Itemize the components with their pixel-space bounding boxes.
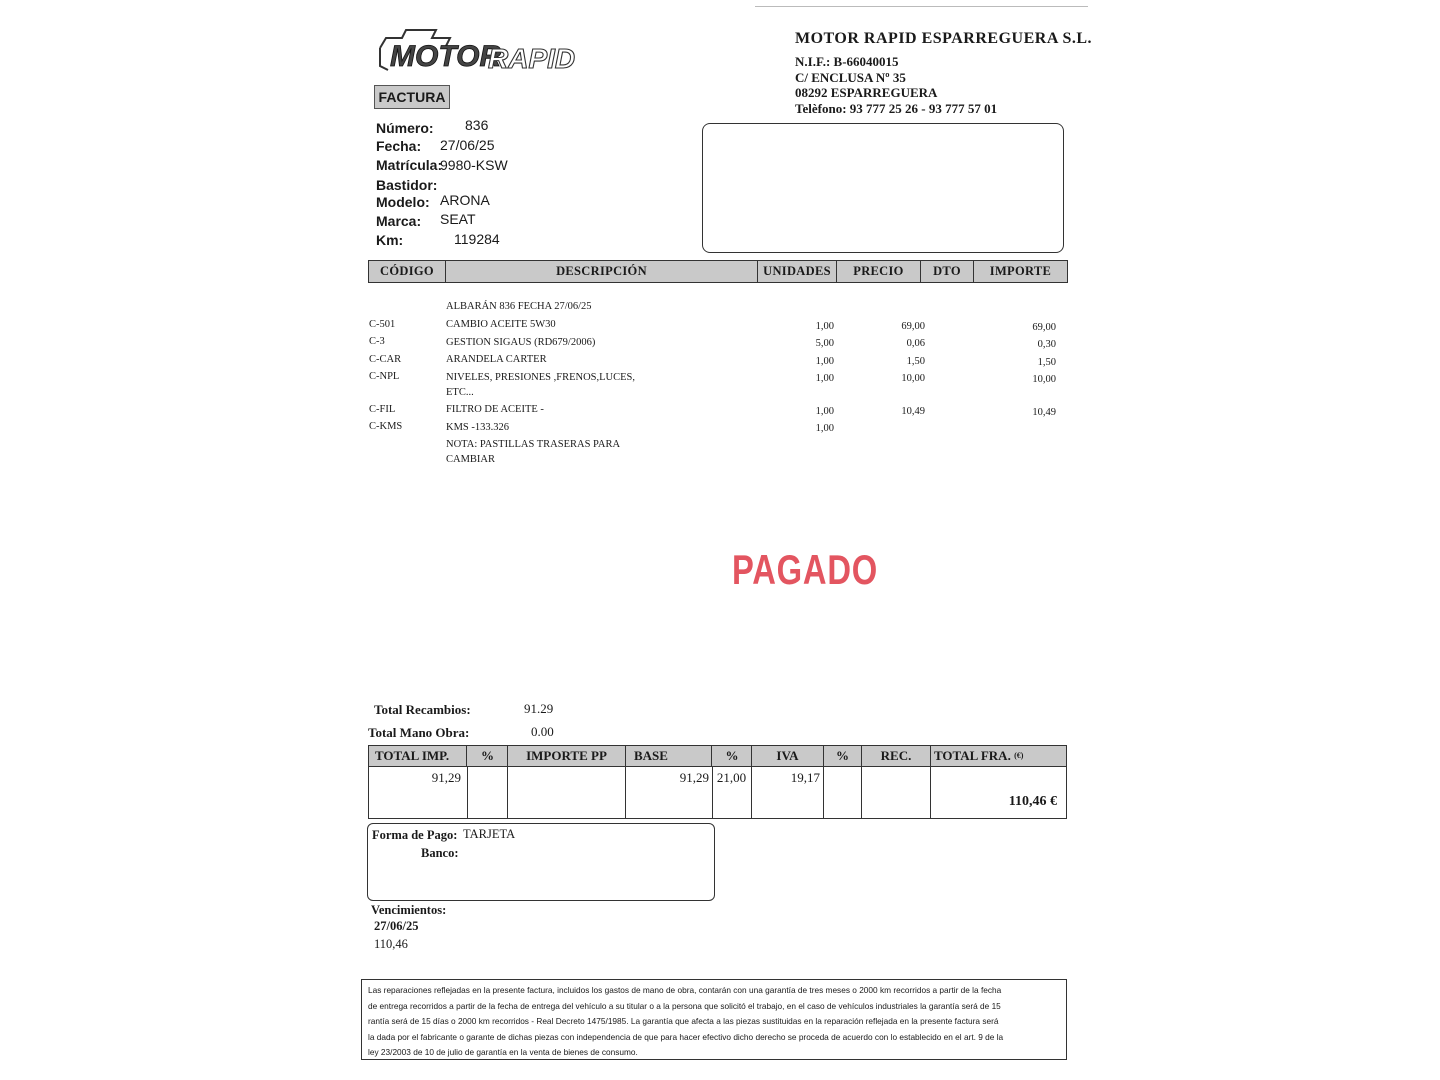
line-description: ARANDELA CARTER — [446, 354, 547, 365]
vencimientos-label: Vencimientos: — [371, 903, 447, 917]
total-mano-obra-value: 0.00 — [531, 724, 554, 739]
legal-warranty-text — [361, 979, 1067, 1060]
line-amount: 10,00 — [1032, 374, 1056, 385]
summary-header — [369, 746, 1066, 767]
vencimiento-amount: 110,46 — [374, 937, 408, 951]
line-price: 10,00 — [901, 373, 925, 384]
col-codigo: CÓDIGO — [369, 261, 446, 282]
col-iva: IVA — [752, 746, 824, 766]
col-base: BASE — [626, 746, 712, 766]
col-pct: % — [468, 746, 508, 766]
summary-col-divider — [751, 766, 752, 818]
col-precio: PRECIO — [837, 261, 921, 282]
col-rec: REC. — [862, 746, 931, 766]
payment-method-label: Forma de Pago: — [372, 828, 458, 842]
line-description: CAMBIO ACEITE 5W30 — [446, 319, 556, 330]
legal-line: de entrega recorridos a partir de la fecha de entrega del vehículo a su titular o a la persona que solicitó el trabajo, en el caso de vehículos industriales la garantía será de 15 — [368, 1000, 1001, 1011]
col-importe-pp: IMPORTE PP — [508, 746, 626, 766]
svg-text:RAPID: RAPID — [488, 43, 576, 74]
line-amount: 1,50 — [1037, 357, 1056, 368]
motor-rapid-logo — [376, 26, 616, 78]
company-phone: Telèfono: 93 777 25 26 - 93 777 57 01 — [795, 100, 998, 116]
legal-line: ley 23/2003 de 10 de julio de garantía en la venta de bienes de consumo. — [368, 1047, 638, 1057]
line-price: 10,49 — [901, 406, 925, 417]
bank-label: Banco: — [421, 846, 459, 860]
line-description: FILTRO DE ACEITE - — [446, 404, 544, 415]
field-label-km: Km: — [376, 232, 404, 248]
invoice-type-label: FACTURA — [374, 85, 450, 109]
top-rule — [755, 6, 1088, 7]
line-description-cont: ETC... — [446, 387, 474, 398]
line-units: 5,00 — [815, 338, 834, 349]
line-amount: 10,49 — [1032, 407, 1056, 418]
company-nif: N.I.F.: B-66040015 — [795, 54, 899, 69]
line-description: NIVELES, PRESIONES ,FRENOS,LUCES, — [446, 372, 636, 383]
summary-base: 91,29 — [679, 770, 709, 785]
invoice-date: 27/06/25 — [440, 137, 495, 153]
summary-col-divider — [861, 766, 862, 818]
col-pct-iva: % — [713, 746, 752, 766]
total-recambios-label: Total Recambios: — [374, 702, 471, 717]
col-descripcion: DESCRIPCIÓN — [446, 261, 758, 282]
company-info — [795, 30, 1092, 116]
line-description: GESTION SIGAUS (RD679/2006) — [446, 337, 596, 348]
col-dto: DTO — [921, 261, 974, 282]
field-label-modelo: Modelo: — [376, 194, 430, 210]
vencimiento-date: 27/06/25 — [374, 919, 419, 933]
field-label-fecha: Fecha: — [376, 138, 422, 154]
company-city: 08292 ESPARREGUERA — [795, 85, 938, 100]
summary-iva-pct: 21,00 — [716, 770, 747, 785]
vehicle-brand: SEAT — [440, 211, 476, 227]
payment-method-value: TARJETA — [463, 827, 516, 841]
field-label-bastidor: Bastidor: — [376, 177, 438, 193]
legal-line: rantía será de 15 días o 2000 km recorridos - Real Decreto 1475/1985. La garantía que afecta a las piezas sustituidas en la reparación reflejada en la presente factura será — [368, 1016, 999, 1026]
summary-col-divider — [625, 766, 626, 818]
line-code: C-CAR — [369, 354, 402, 365]
line-price: 1,50 — [906, 356, 925, 367]
line-units: 1,00 — [815, 406, 834, 417]
company-name: MOTOR RAPID ESPARREGUERA S.L. — [795, 30, 1093, 47]
col-pct-rec: % — [824, 746, 862, 766]
note-line: NOTA: PASTILLAS TRASERAS PARA — [446, 439, 621, 450]
line-code: C-501 — [369, 319, 396, 330]
line-price: 0,06 — [906, 338, 925, 349]
paid-stamp: PAGADO — [732, 546, 879, 593]
line-units: 1,00 — [815, 373, 834, 384]
line-units: 1,00 — [815, 423, 834, 434]
col-importe: IMPORTE — [989, 264, 1052, 278]
legal-line: Las reparaciones reflejadas en la presente factura, incluidos los gastos de mano de obra, contarán con una garantía de tres meses o 2000 km recorridos a partir de la fecha — [368, 985, 1002, 995]
summary-total-fra: 110,46 € — [1008, 794, 1057, 809]
line-code: C-NPL — [369, 371, 400, 382]
summary-col-divider — [930, 766, 931, 818]
line-price: 69,00 — [901, 321, 925, 332]
note-line-cont: CAMBIAR — [446, 454, 496, 465]
col-unidades: UNIDADES — [758, 261, 837, 282]
license-plate: 9980-KSW — [440, 157, 508, 173]
currency-tag: (€) — [1014, 751, 1024, 760]
summary-col-divider — [712, 766, 713, 818]
line-amount: 0,30 — [1037, 339, 1056, 350]
line-units: 1,00 — [815, 356, 834, 367]
albaran-line: ALBARÁN 836 FECHA 27/06/25 — [446, 301, 592, 312]
total-recambios-value: 91.29 — [524, 701, 554, 716]
summary-col-divider — [467, 766, 468, 818]
col-total-fra-label: TOTAL FRA. — [934, 748, 1011, 763]
col-total-fra — [931, 746, 1066, 766]
customer-address-box — [702, 123, 1064, 253]
legal-line: la dada por el fabricante o garante de dichas piezas con independencia de que para hacer efectivo dicho derecho se proceda de acuerdo con lo establecido en el art. 9 de la — [368, 1031, 1004, 1042]
total-mano-obra-label: Total Mano Obra: — [368, 725, 470, 740]
line-amount: 69,00 — [1032, 322, 1056, 333]
col-total-imp: TOTAL IMP. — [369, 746, 467, 766]
summary-total-imp: 91,29 — [431, 770, 461, 785]
summary-col-divider — [823, 766, 824, 818]
vehicle-model: ARONA — [440, 192, 490, 208]
lines-table-header — [368, 260, 1068, 283]
field-label-matricula: Matrícula: — [376, 157, 443, 173]
field-label-numero: Número: — [376, 120, 434, 136]
line-units: 1,00 — [815, 321, 834, 332]
summary-iva: 19,17 — [790, 770, 820, 785]
line-code: C-FIL — [369, 404, 396, 415]
summary-col-divider — [507, 766, 508, 818]
line-description: KMS -133.326 — [446, 422, 510, 433]
summary-table — [368, 745, 1067, 819]
line-code: C-KMS — [369, 421, 403, 432]
vehicle-km: 119284 — [454, 231, 500, 247]
svg-text:MOTOR: MOTOR — [390, 40, 502, 73]
company-street: C/ ENCLUSA Nº 35 — [795, 69, 906, 85]
field-label-marca: Marca: — [376, 213, 422, 229]
line-code: C-3 — [369, 336, 385, 347]
invoice-number: 836 — [465, 117, 489, 133]
